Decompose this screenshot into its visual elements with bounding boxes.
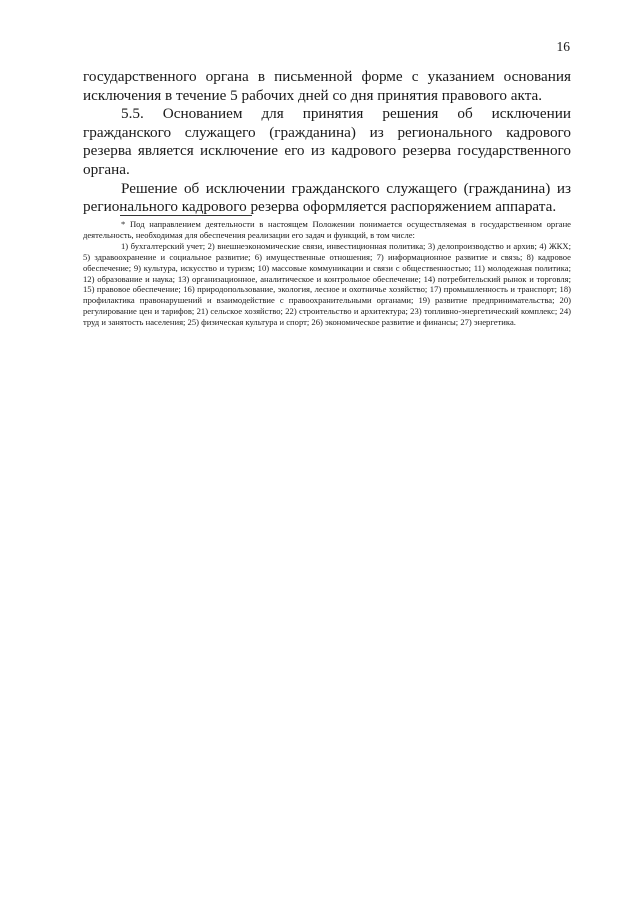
footnote — [83, 219, 571, 328]
footnote-intro: * Под направлением деятельности в настоящем Положении понимается осуществляемая в государственном органе деятельность, необходимая для обеспечения реализации его задач и функций, в том числе: — [83, 219, 571, 240]
page-number: 16 — [556, 39, 570, 54]
paragraph-5-5: 5.5. Основанием для принятия решения об исключении гражданского служащего (гражданина) из регионального кадрового резерва является исключение его из кадрового резерва государственного органа. — [83, 105, 571, 178]
paragraph-continuation: государственного органа в письменной форме с указанием основания исключения в течение 5 рабочих дней со дня принятия правового акта. — [83, 68, 571, 104]
footnote-list: 1) бухгалтерский учет; 2) внешнеэкономические связи, инвестиционная политика; 3) делопроизводство и архив; 4) ЖКХ; 5) здравоохранение и социальное развитие; 6) имущественные отношения; 7) информационное развитие и связь; 8) кадровое обеспечение; 9) культура, искусство и туризм; 10) массовые коммуникации и связи с общественностью; 11) молодежная политика; 12) образование и наука; 13) организационное, аналитическое и контрольное обеспечение; 14) потребительский рынок и торговля; 15) правовое обеспечение; 16) природопользование, экология, лесное и охотничье хозяйство; 17) промышленность и транспорт; 18) профилактика правонарушений и взаимодействие с правоохранительными органами; 19) развитие предпринимательства; 20) регулирование цен и тарифов; 21) сельское хозяйство; 22) строительство и архитектура; 23) топливно-энергетический комплекс; 24) труд и занятость населения; 25) физическая культура и спорт; 26) экономическое развитие и финансы; 27) энергетика. — [83, 240, 571, 328]
body-text — [83, 68, 571, 217]
paragraph-decision: Решение об исключении гражданского служащего (гражданина) из регионального кадрового резерва оформляется распоряжением аппарата. — [83, 179, 571, 216]
footnote-separator — [120, 215, 252, 216]
